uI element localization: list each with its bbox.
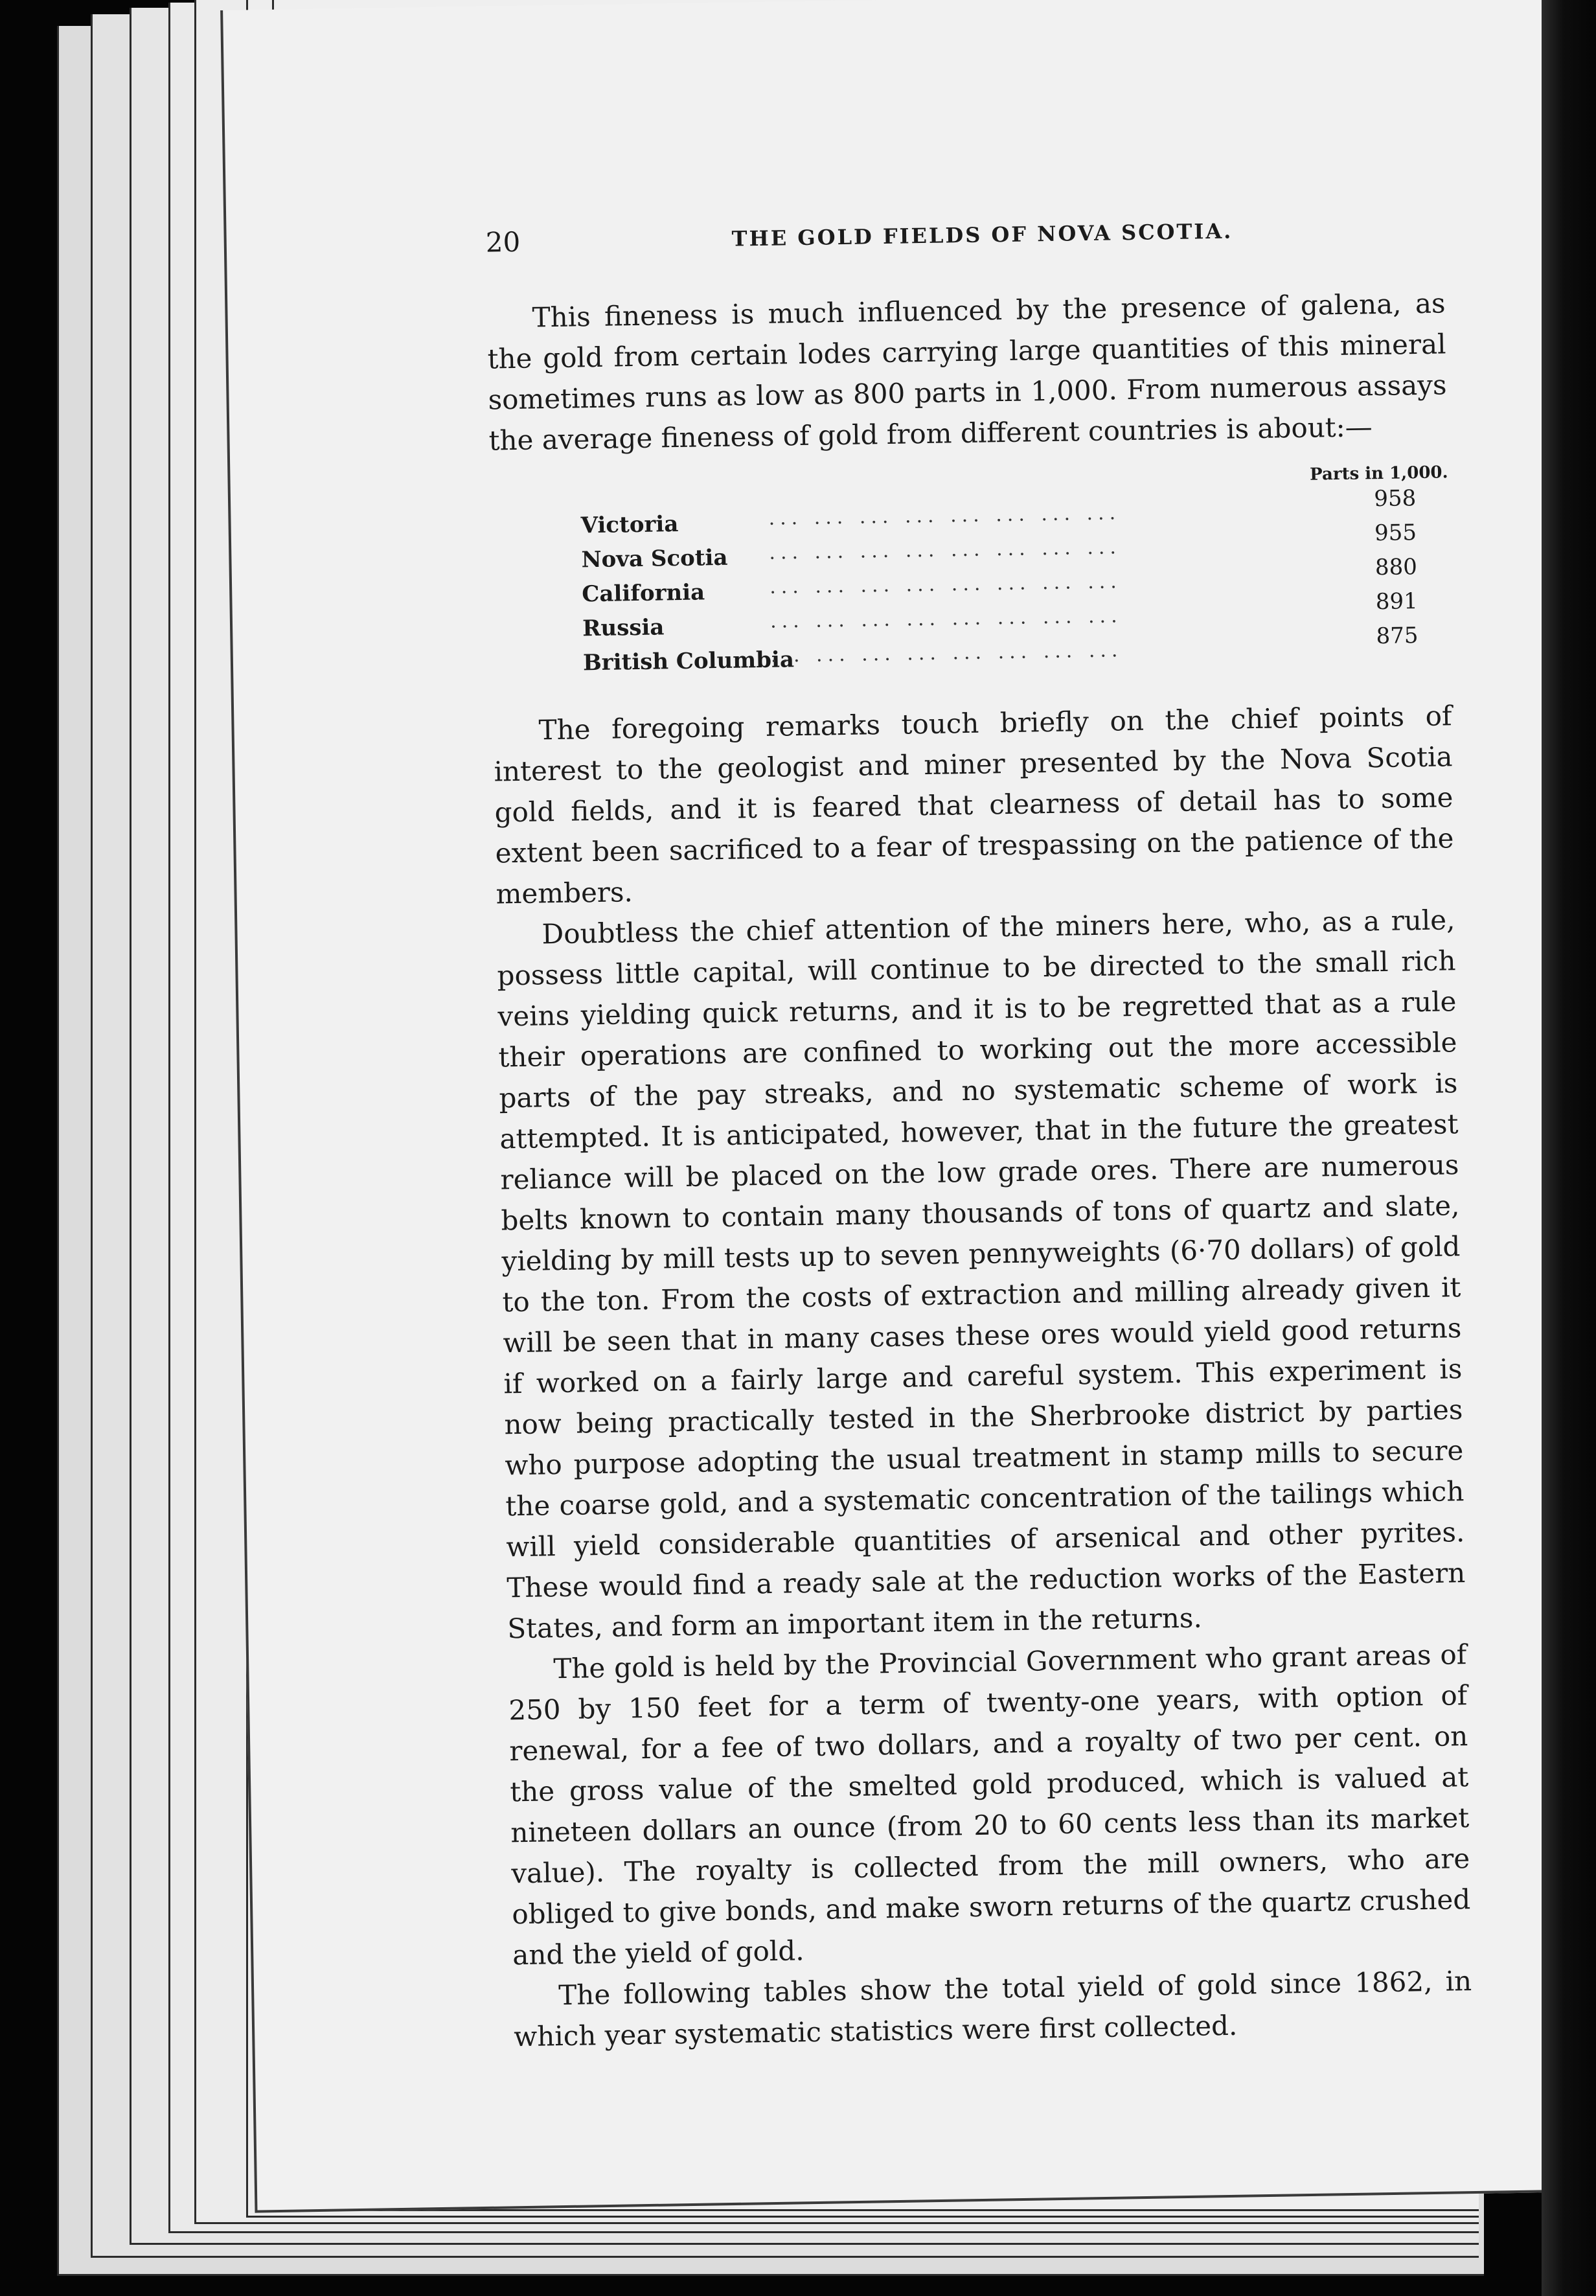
fineness-value: 958 — [1373, 485, 1417, 512]
running-head — [485, 211, 1444, 265]
fineness-value: 955 — [1374, 520, 1417, 547]
fineness-value: 880 — [1374, 554, 1418, 581]
country-name: British Columbia — [582, 647, 795, 676]
dot-leader: ... ... ... ... ... ... ... ... — [770, 639, 1123, 667]
book-page — [220, 0, 1576, 2213]
country-name: Nova Scotia — [581, 544, 728, 573]
book-spine-shadow — [1542, 0, 1596, 2296]
dot-leader: ... ... ... ... ... ... ... ... — [770, 604, 1123, 633]
table-column-header: Parts in 1,000. — [1309, 463, 1448, 485]
paragraph: The gold is held by the Provincial Government who grant areas of 250 by 150 feet for a term of twenty-one years, with option of renewal, for a fee of two dollars, and a royalty of two per cent. on the gross value of the smelted gold produced, which is valued at nineteen dollars an ounce (from 20 to 60 cents less than its market value). The royalty is collected from the mill owners, who are obliged to give bonds, and make sworn returns of the quartz crushed and the yield of gold. — [508, 1638, 1471, 1971]
country-name: Victoria — [580, 511, 679, 539]
page-text-block — [485, 211, 1472, 2057]
dot-leader: ... ... ... ... ... ... ... ... — [769, 570, 1123, 599]
fineness-value: 875 — [1376, 623, 1419, 650]
paragraph: Doubtless the chief attention of the miners here, who, as a rule, possess little capital, will continue to be directed to the small rich veins yielding quick returns, and it is to be regretted that as a rule their operations are confined to working out the more accessible parts of the pay streaks, and no systematic scheme of work is attempted. It is anticipated, however, that in the future the greatest reliance will be placed on the low grade ores. There are numerous belts known to contain many thousands of tons of quartz and slate, yielding by mill tests up to seven pennyweights (6·70 dollars) of gold to the ton. From the costs of extraction and milling already given it will be seen that in many cases these ores would yield good returns if worked on a fairly large and careful system. This experiment is now being practically tested in the Sherbrooke district by parties who purpose adopting the usual treatment in stamp mills to secure the coarse gold, and a systematic concentration of the tailings which will yield considerable quantities of arsenical and other pyrites. These would find a ready sale at the reduction works of the Eastern States, and form an important item in the returns. — [497, 904, 1466, 1645]
paragraph: The following tables show the total yield of gold since 1862, in which year systematic statistics were first collected. — [513, 1965, 1472, 2053]
country-name: California — [582, 579, 705, 608]
fineness-table — [580, 463, 1451, 676]
country-name: Russia — [582, 614, 665, 642]
paragraph: The foregoing remarks touch briefly on the chief points of interest to the geologist and miner presented by the Nova Scotia gold fields, and it is feared that clearness of detail has to some extent been sacrificed to a fear of trespassing on the patience of the members. — [494, 700, 1454, 910]
page-number: 20 — [485, 225, 521, 258]
dot-leader: ... ... ... ... ... ... ... ... — [769, 536, 1122, 564]
paragraph: This fineness is much influenced by the presence of galena, as the gold from certain lodes carrying large quantities of this mineral sometimes runs as low as 800 parts in 1,000. From numerous assays the average fineness of gold from different countries is about:— — [487, 287, 1447, 457]
fineness-value: 891 — [1375, 588, 1418, 615]
running-title: THE GOLD FIELDS OF NOVA SCOTIA. — [731, 218, 1233, 251]
dot-leader: ... ... ... ... ... ... ... ... — [768, 501, 1121, 530]
